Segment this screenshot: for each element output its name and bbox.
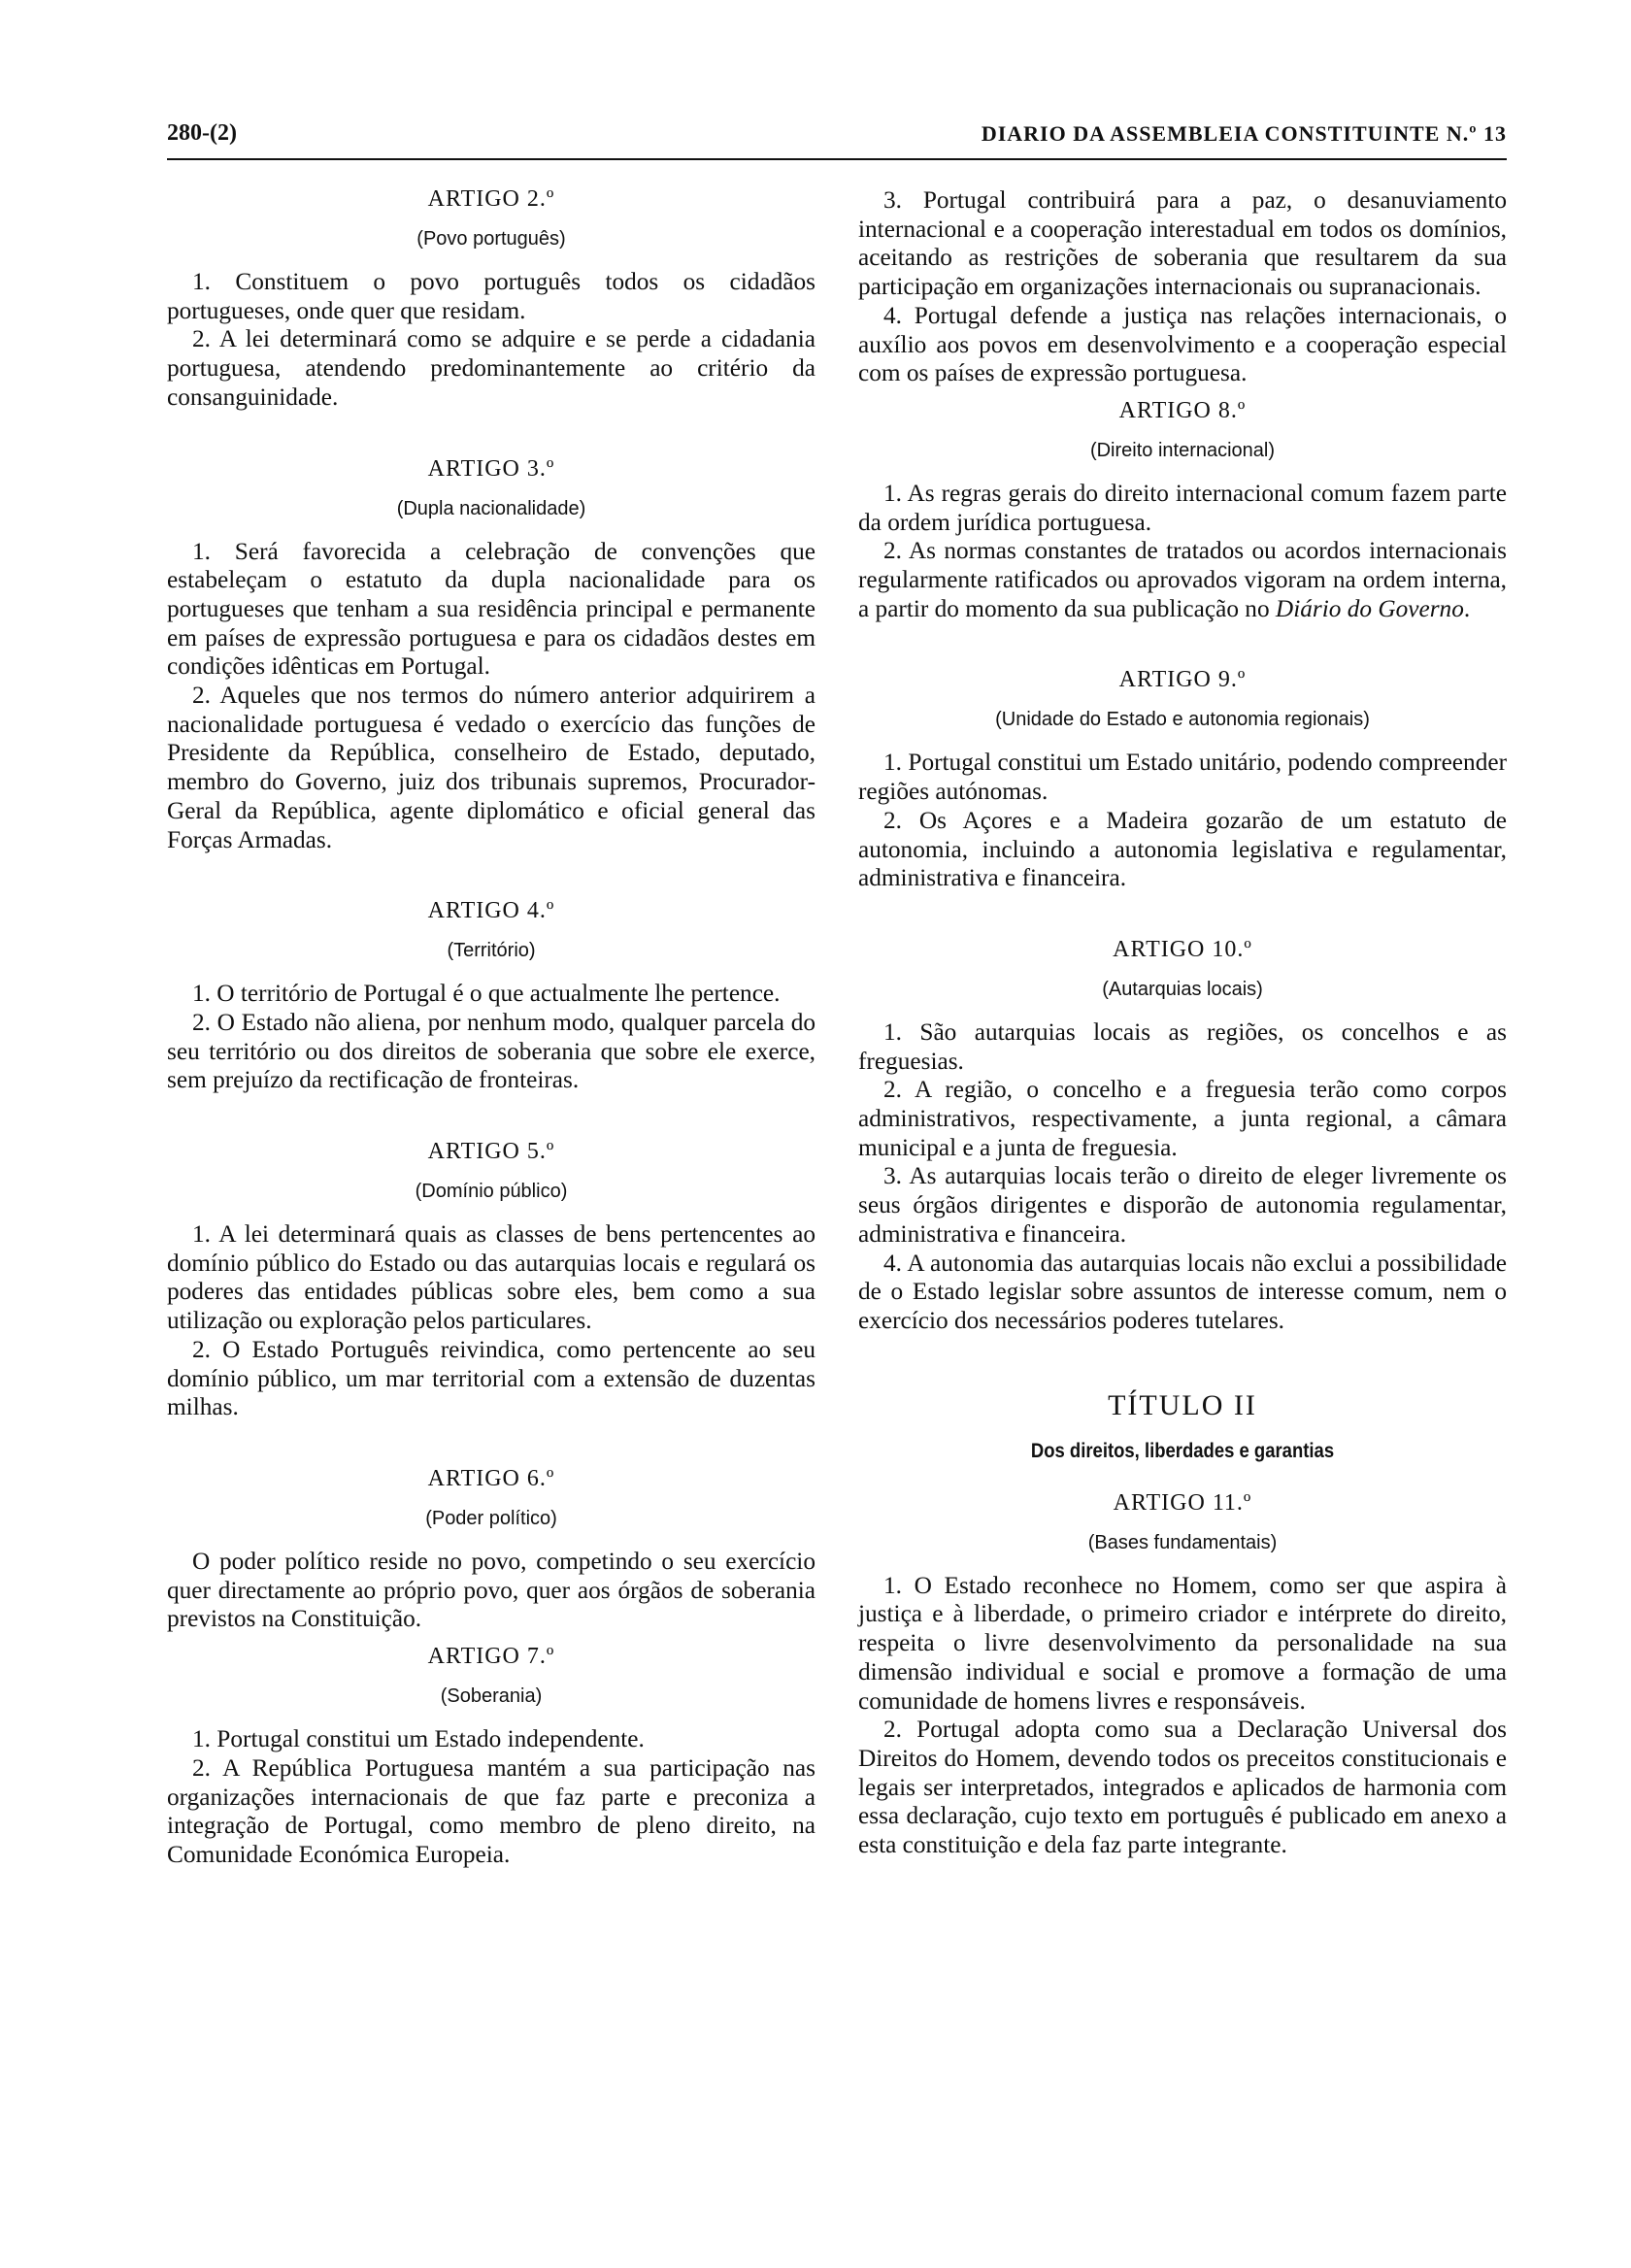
article-title: ARTIGO 8.º <box>1118 397 1247 423</box>
section-title: TÍTULO II <box>1108 1388 1257 1421</box>
article-subtitle: (Bases fundamentais) <box>1087 1531 1278 1553</box>
paragraph: 2. Os Açores e a Madeira gozarão de um estatuto de autonomia, incluindo a autonomia legislativa e regulamentar, administrativa e financeira. <box>858 806 1507 892</box>
left-column <box>167 186 816 2225</box>
article-6 <box>167 1466 816 1634</box>
article-subtitle: (Domínio público) <box>415 1181 568 1203</box>
article-subtitle: (Território) <box>447 940 536 962</box>
article-title: ARTIGO 9.º <box>1118 667 1247 693</box>
article-9 <box>858 667 1507 893</box>
paragraph: 1. As regras gerais do direito internacional comum fazem parte da ordem jurídica portuguesa. <box>858 479 1507 536</box>
paragraph: 1. Portugal constitui um Estado unitário, podendo compreender regiões autónomas. <box>858 749 1507 806</box>
page-number: 280-(2) <box>167 120 237 146</box>
article-10 <box>858 937 1507 1336</box>
article-subtitle: (Autarquias locais) <box>1102 978 1263 1000</box>
paragraph: 1. Constituem o povo português todos os cidadãos portugueses, onde quer que residam. <box>167 268 816 324</box>
article-title: ARTIGO 7.º <box>427 1644 555 1670</box>
article-8 <box>858 398 1507 624</box>
paragraph: O poder político reside no povo, competindo o seu exercício quer directamente ao próprio povo, quer aos órgãos de soberania previstos na Constituição. <box>167 1547 816 1633</box>
paragraph: 2. A lei determinará como se adquire e se perde a cidadania portuguesa, atendendo predominantemente ao critério da consanguinidade. <box>167 325 816 411</box>
paragraph: 2. Portugal adopta como sua a Declaração Universal dos Direitos do Homem, devendo todos os preceitos constitucionais e legais ser interpretados, integrados e aplicados de harmonia com essa declaração, cujo texto em português é publicado em anexo a esta constituição e dela faz parte integrante. <box>858 1716 1507 1859</box>
article-subtitle: (Dupla nacionalidade) <box>396 497 586 519</box>
article-11 <box>858 1490 1507 1860</box>
article-4 <box>167 898 816 1095</box>
page-header <box>167 120 1507 160</box>
paragraph: 2. Aqueles que nos termos do número anterior adquirirem a nacionalidade portuguesa é vedado o exercício das funções de Presidente da República, conselheiro de Estado, deputado, membro do Governo, juiz dos tribunais supremos, Procurador-Geral da República, agente diplomático e oficial general das Forças Armadas. <box>167 682 816 853</box>
article-3 <box>167 456 816 855</box>
right-column <box>858 186 1507 2225</box>
paragraph: 1. Será favorecida a celebração de convenções que estabeleçam o estatuto da dupla nacionalidade para os portugueses que tenham a sua residência principal e permanente em países de expressão portuguesa e para os cidadãos destes em condições idênticas em Portugal. <box>167 537 816 681</box>
article-title: ARTIGO 5.º <box>427 1139 555 1165</box>
article-title: ARTIGO 11.º <box>1113 1489 1252 1516</box>
paragraph: 1. Portugal constitui um Estado independente. <box>192 1725 645 1753</box>
article-subtitle: (Soberania) <box>440 1685 543 1708</box>
article-title: ARTIGO 2.º <box>427 186 555 212</box>
paragraph: 2. O Estado não aliena, por nenhum modo, qualquer parcela do seu território ou dos direitos de soberania que sobre ele exerce, sem prejuízo da rectificação de fronteiras. <box>167 1008 816 1094</box>
journal-title: DIARIO DA ASSEMBLEIA CONSTITUINTE N.º 13 <box>981 121 1507 146</box>
article-title: ARTIGO 10.º <box>1113 936 1252 962</box>
article-5 <box>167 1139 816 1422</box>
article-title: ARTIGO 6.º <box>427 1465 555 1491</box>
paragraph: 3. Portugal contribuirá para a paz, o desanuviamento internacional e a cooperação interestadual em todos os domínios, aceitando as restrições de soberania que resultarem da sua participação em organizações internacionais ou supranacionais. <box>858 186 1507 301</box>
titulo-2 <box>858 1389 1507 1463</box>
paragraph: 3. As autarquias locais terão o direito de eleger livremente os seus órgãos dirigentes e disporão de autonomia regulamentar, administrativa e financeira. <box>858 1162 1507 1248</box>
paragraph: 4. Portugal defende a justiça nas relações internacionais, o auxílio aos povos em desenvolvimento e a cooperação especial com os países de expressão portuguesa. <box>858 301 1507 387</box>
article-title: ARTIGO 3.º <box>427 455 555 482</box>
article-subtitle: (Povo português) <box>416 228 566 250</box>
paragraph: 2. A República Portuguesa mantém a sua participação nas organizações internacionais de que faz parte e preconiza a integração de Portugal, como membro de pleno direito, na Comunidade Económica Europeia. <box>167 1753 816 1868</box>
paragraph: 1. O Estado reconhece no Homem, como ser que aspira à justiça e à liberdade, o primeiro criador e intérprete do direito, respeita o livre desenvolvimento da personalidade na sua dimensão individual e social e promove a formação de uma comunidade de homens livres e responsáveis. <box>858 1571 1507 1715</box>
section-subtitle: Dos direitos, liberdades e garantias <box>1030 1439 1335 1462</box>
article-title: ARTIGO 4.º <box>427 898 555 924</box>
text-columns <box>167 186 1507 2225</box>
article-2 <box>167 186 816 413</box>
paragraph: 2. O Estado Português reivindica, como pertencente ao seu domínio público, um mar territorial com a extensão de duzentas milhas. <box>167 1335 816 1421</box>
paragraph: 4. A autonomia das autarquias locais não exclui a possibilidade de o Estado legislar sobre assuntos de interesse comum, nem o exercício dos necessários poderes tutelares. <box>858 1249 1507 1334</box>
paragraph: 1. A lei determinará quais as classes de bens pertencentes ao domínio público do Estado ou das autarquias locais e regulará os poderes das entidades públicas sobre eles, bem como a sua utilização ou exploração pelos particulares. <box>167 1220 816 1335</box>
article-7 <box>167 1644 816 1870</box>
article-subtitle: (Direito internacional) <box>1089 439 1276 461</box>
paragraph: 2. A região, o concelho e a freguesia terão como corpos administrativos, respectivamente, a junta regional, a câmara municipal e a junta de freguesia. <box>858 1076 1507 1161</box>
article-subtitle: (Unidade do Estado e autonomia regionais) <box>995 709 1370 731</box>
paragraph-text: . <box>1463 594 1471 622</box>
article-7-continued <box>858 186 1507 388</box>
paragraph-text: 2. As normas constantes de tratados ou acordos internacionais regularmente ratificados ou aprovados vigoram na ordem interna, a partir do momento da sua publicação no <box>858 537 1507 622</box>
paragraph: 1. São autarquias locais as regiões, os concelhos e as freguesias. <box>858 1017 1507 1075</box>
paragraph: 1. O território de Portugal é o que actualmente lhe pertence. <box>192 980 781 1008</box>
publication-name: Diário do Governo <box>1275 594 1464 622</box>
paragraph <box>858 537 1507 623</box>
article-subtitle: (Poder político) <box>425 1507 557 1529</box>
